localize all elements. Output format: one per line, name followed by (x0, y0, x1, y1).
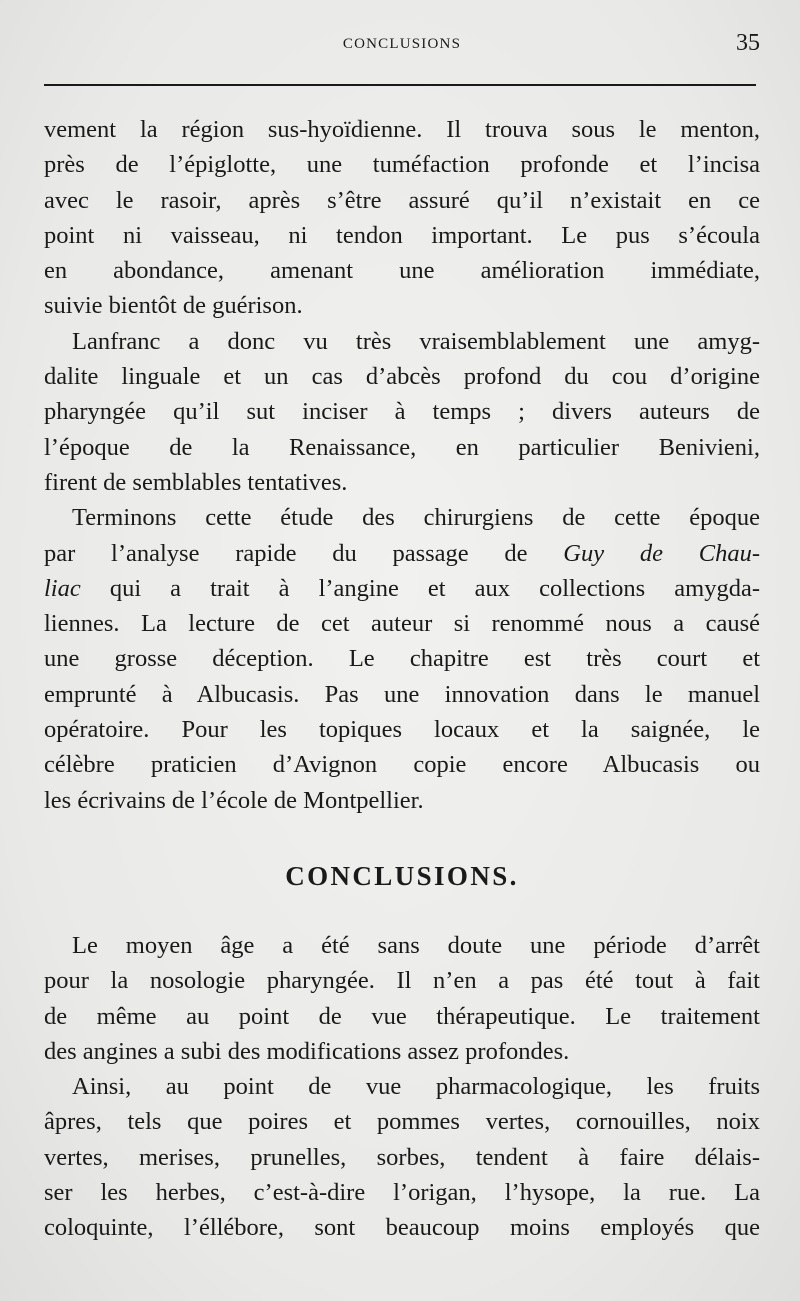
text-line: pour la nosologie pharyngée. Il n’en a pas été tout à fait (44, 967, 760, 995)
text-line: en abondance, amenant une amélioration immédiate, (44, 257, 760, 285)
paragraph-5 (44, 1069, 760, 1245)
text-line: près de l’épiglotte, une tuméfaction profonde et l’incisa (44, 151, 760, 179)
text-line: célèbre praticien d’Avignon copie encore Albucasis ou (44, 751, 760, 779)
text-line: l’époque de la Renaissance, en particulier Benivieni, (44, 433, 760, 461)
paragraph-4 (44, 928, 760, 1069)
text-line: opératoire. Pour les topiques locaux et la saignée, le (44, 716, 760, 744)
body-text (44, 112, 760, 1246)
text-line: âpres, tels que poires et pommes vertes, cornouilles, noix (44, 1108, 760, 1136)
text-line: vement la région sus-hyoïdienne. Il trouva sous le menton, (44, 116, 760, 143)
page-number: 35 (736, 30, 760, 56)
text-line (44, 571, 760, 606)
text-line (44, 536, 760, 571)
paragraph-1 (44, 112, 760, 324)
text-line: des angines a subi des modifications assez profondes. (44, 1037, 570, 1065)
section-title: CONCLUSIONS. (285, 860, 519, 891)
text-line: Terminons cette étude des chirurgiens de cette époque (72, 504, 760, 532)
text-line: firent de semblables tentatives. (44, 468, 348, 496)
text-run: qui a trait à l’angine et aux collections amygda- (80, 574, 760, 602)
text-line: point ni vaisseau, ni tendon important. Le pus s’écoula (44, 221, 760, 249)
page-header (44, 30, 760, 70)
text-line: avec le rasoir, après s’être assuré qu’il n’existait en ce (44, 186, 760, 214)
text-line: Le moyen âge a été sans doute une période d’arrêt (72, 931, 760, 959)
text-line: dalite linguale et un cas d’abcès profond du cou d’origine (44, 363, 760, 391)
header-rule (44, 84, 756, 86)
text-line: emprunté à Albucasis. Pas une innovation dans le manuel (44, 680, 760, 708)
text-line: suivie bientôt de guérison. (44, 292, 303, 320)
italic-author-name: Guy de Chau- (563, 539, 760, 567)
text-line: de même au point de vue thérapeutique. Le traitement (44, 1002, 760, 1030)
text-line: Ainsi, au point de vue pharmacologique, les fruits (72, 1073, 760, 1101)
text-run: par l’analyse rapide du passage de (44, 539, 564, 567)
text-line: coloquinte, l’éllébore, sont beaucoup moins employés que (44, 1214, 760, 1242)
paragraph-3 (44, 500, 760, 818)
paragraph-2 (44, 324, 760, 500)
text-line: Lanfranc a donc vu très vraisemblablement une amyg- (72, 327, 760, 355)
text-line: une grosse déception. Le chapitre est très court et (44, 645, 760, 673)
text-line: ser les herbes, c’est-à-dire l’origan, l’hysope, la rue. La (44, 1179, 760, 1207)
text-line: liennes. La lecture de cet auteur si renommé nous a causé (44, 610, 760, 638)
text-line: les écrivains de l’école de Montpellier. (44, 786, 424, 814)
italic-author-name: liac (44, 574, 81, 602)
text-line: pharyngée qu’il sut inciser à temps ; divers auteurs de (44, 398, 760, 426)
running-title: CONCLUSIONS (342, 36, 462, 52)
text-line: vertes, merises, prunelles, sorbes, tendent à faire délais- (44, 1143, 760, 1171)
